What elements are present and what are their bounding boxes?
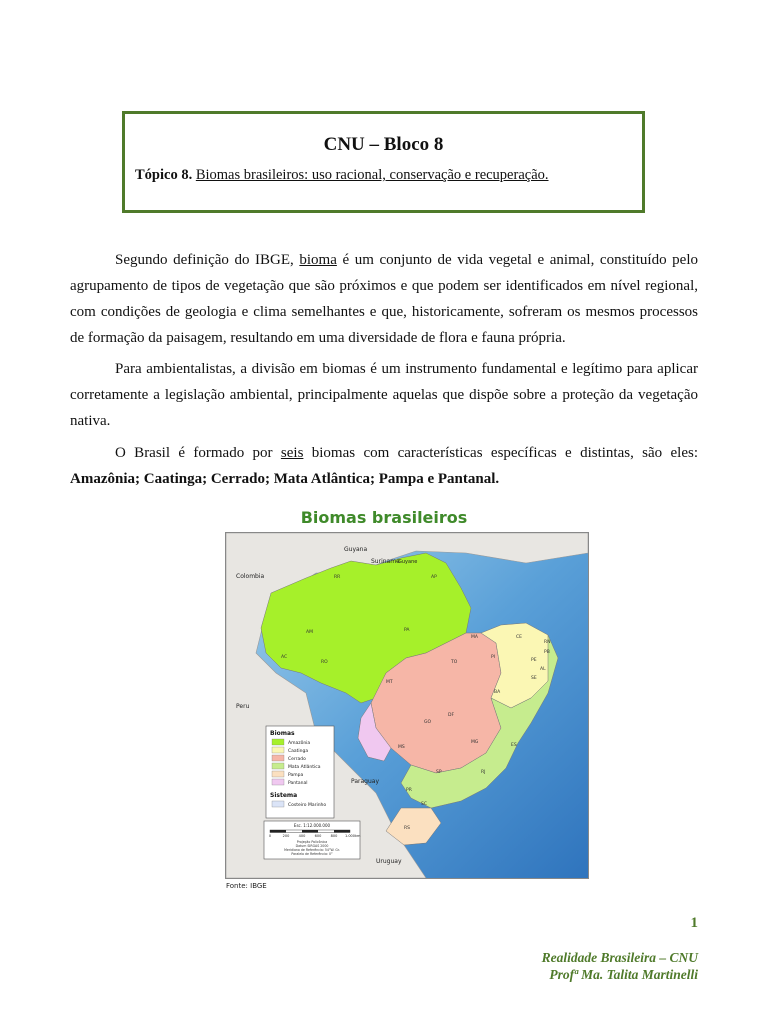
title-box [122, 111, 645, 213]
p1-text-b: é um conjunto de vida vegetal e animal, constituído pelo agrupamento de tipos de vegetação que são próximos e que podem ser identificados em nível regional, com condições de geologia e clima semelhantes e que, historicamente, sofreram os mesmos processos de formação da paisagem, resultando em uma diversidade de flora e fauna própria. [70, 252, 698, 346]
state-ac: AC [281, 655, 288, 660]
footer-course: Realidade Brasileira – CNU [541, 950, 698, 965]
state-pr: PR [406, 788, 412, 793]
legend-item-pantanal: Pantanal [288, 781, 308, 786]
state-mg: MG [471, 740, 479, 745]
scale-tick-2: 400 [298, 834, 306, 838]
scale-tick-4: 800 [330, 834, 338, 838]
legend-swatch-costeiro [272, 801, 284, 807]
state-pi: PI [491, 655, 496, 660]
scale-bar-seg2 [302, 830, 318, 833]
state-ms: MS [398, 745, 405, 750]
state-ce: CE [516, 635, 522, 640]
state-rj: RJ [481, 770, 486, 775]
map-scale [264, 821, 361, 859]
state-pe: PE [531, 658, 537, 663]
paragraph-environmentalists: Para ambientalistas, a divisão em biomas é um instrumento fundamental e legítimo para aplicar corretamente a legislação ambiental, principalmente aquelas que dispõe sobre a proteção da vegetação nativa. [70, 361, 698, 429]
country-label-peru: Peru [236, 703, 250, 710]
state-ro: RO [321, 660, 328, 665]
state-se: SE [531, 676, 537, 681]
scale-tick-5: 1.000 [344, 834, 356, 838]
legend-item-mata-atlantica: Mata Atlântica [288, 765, 321, 770]
legend-item-cerrado: Cerrado [288, 757, 306, 762]
footer [542, 949, 698, 983]
country-label-suriname: Suriname [371, 558, 400, 565]
scale-parallel: Paralelo de Referência: 0° [291, 852, 333, 856]
state-ba: BA [494, 690, 501, 695]
legend-item-amazonia: Amazônia [288, 741, 311, 746]
p3-text-b: biomas com características específicas e distintas, são eles: [303, 445, 699, 461]
state-pb: PB [544, 650, 550, 655]
state-rr: RR [334, 575, 341, 580]
footer-author: Profª Ma. Talita Martinelli [549, 967, 698, 982]
state-sc: SC [421, 802, 427, 807]
state-go: GO [424, 720, 432, 725]
paragraph-bioma-definition [70, 247, 698, 351]
map-title: Biomas brasileiros [300, 508, 468, 527]
scale-unit: km [355, 834, 361, 838]
scale-tick-0: 0 [268, 834, 272, 838]
p3-text-a: O Brasil é formado por [115, 445, 281, 461]
state-sp: SP [436, 770, 442, 775]
p1-text-a: Segundo definição do IBGE, [115, 252, 300, 268]
seis-link[interactable]: seis [280, 445, 304, 461]
legend-item-costeiro: Costeiro Marinho [288, 803, 327, 808]
legend-swatch-mata-atlantica [272, 763, 284, 769]
country-label-guyane: Guyane [398, 559, 418, 565]
state-df: DF [448, 713, 455, 718]
scale-bar-seg1 [270, 830, 286, 833]
state-am: AM [306, 630, 313, 635]
legend-swatch-caatinga [272, 747, 284, 753]
state-rs: RS [404, 826, 410, 831]
country-label-colombia: Colombia [236, 573, 265, 580]
bioma-link[interactable]: bioma [299, 252, 337, 268]
map-legend [266, 726, 334, 818]
legend-item-caatinga: Caatinga [288, 749, 309, 754]
legend-title: Biomas [270, 730, 295, 737]
legend-system-title: Sistema [270, 792, 298, 799]
scale-label: Esc. 1:12.000.000 [293, 823, 331, 828]
scale-tick-3: 600 [314, 834, 322, 838]
map-source: Fonte: IBGE [226, 882, 267, 890]
topic-label: Tópico 8. [135, 167, 193, 183]
document-title: CNU – Bloco 8 [323, 134, 444, 155]
state-to: TO [451, 660, 458, 665]
biome-map [225, 532, 589, 879]
country-label-guyana: Guyana [344, 546, 368, 553]
paragraph-six-biomes [70, 440, 698, 492]
state-mt: MT [386, 680, 393, 685]
topic-line [135, 167, 549, 184]
state-pa: PA [404, 628, 410, 633]
scale-meridian: Meridiano de Referência: 54°W. Gr. [284, 848, 340, 852]
scale-projection: Projeção Policônica [296, 840, 328, 844]
biome-map-svg [226, 533, 588, 878]
biome-list: Amazônia; Caatinga; Cerrado; Mata Atlântica; Pampa e Pantanal. [70, 471, 500, 487]
scale-bar-seg3 [334, 830, 350, 833]
country-label-uruguay: Uruguay [376, 858, 402, 865]
legend-swatch-cerrado [272, 755, 284, 761]
page-number: 1 [690, 915, 698, 931]
state-ma: MA [471, 635, 478, 640]
state-es: ES [511, 743, 517, 748]
legend-swatch-pampa [272, 771, 284, 777]
state-al: AL [540, 667, 546, 672]
state-rn: RN [544, 640, 551, 645]
scale-tick-1: 200 [282, 834, 290, 838]
legend-item-pampa: Pampa [288, 773, 304, 778]
state-ap: AP [431, 575, 437, 580]
topic-text: Biomas brasileiros: uso racional, conservação e recuperação. [195, 167, 549, 183]
legend-swatch-pantanal [272, 779, 284, 785]
scale-datum: Datum SIRGAS 2000 [295, 844, 329, 848]
legend-swatch-amazonia [272, 739, 284, 745]
country-label-paraguay: Paraguay [351, 778, 380, 785]
